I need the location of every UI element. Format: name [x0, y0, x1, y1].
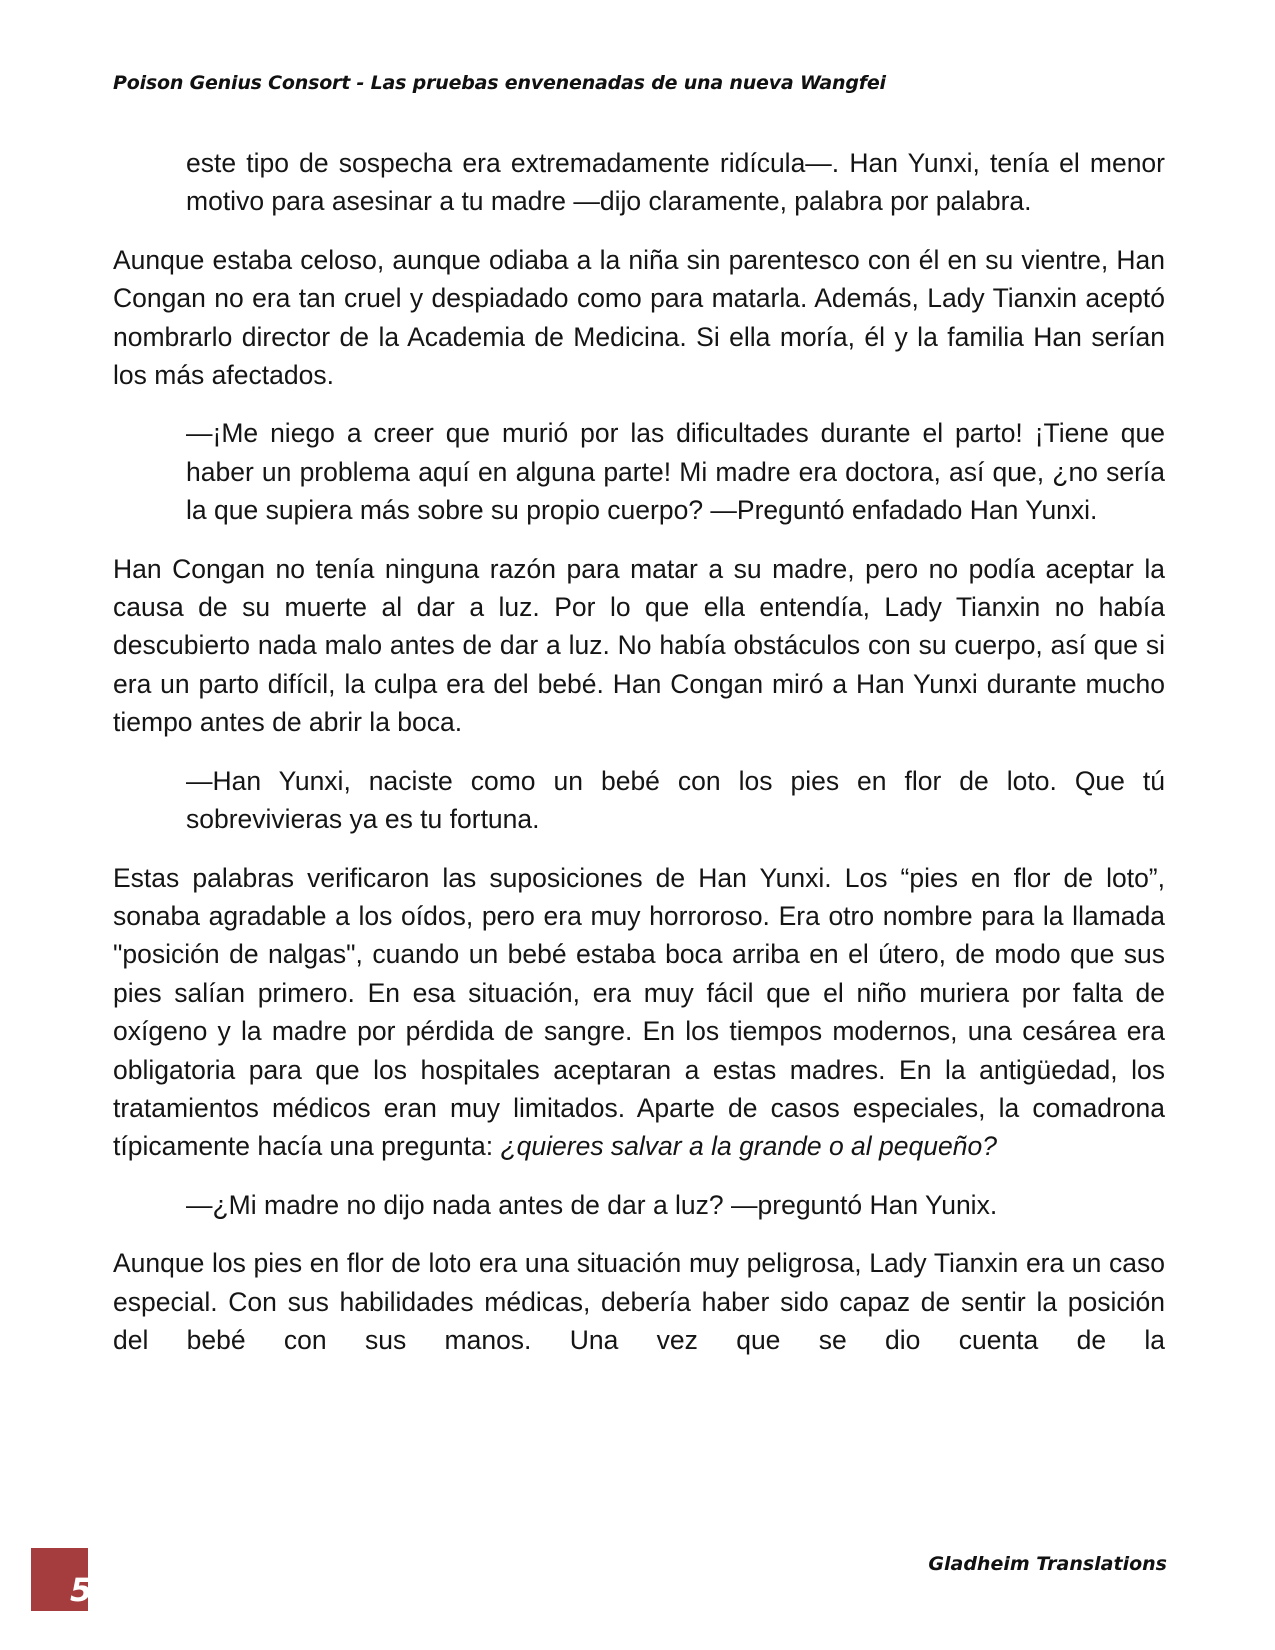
page-number-underline: [31, 1611, 88, 1614]
paragraph-dialog-1: este tipo de sospecha era extremadamente ridícula—. Han Yunxi, tenía el menor motivo para asesinar a tu madre —dijo claramente, palabra por palabra.: [186, 148, 1165, 217]
paragraph-narration-2: Han Congan no tenía ninguna razón para matar a su madre, pero no podía aceptar la causa de su muerte al dar a luz. Por lo que ella entendía, Lady Tianxin no había descubierto nada malo antes de dar a luz. No había obstáculos con su cuerpo, así que si era un parto difícil, la culpa era del bebé. Han Congan miró a Han Yunxi durante mucho tiempo antes de abrir la boca.: [113, 553, 1165, 738]
paragraph-dialog-3: —Han Yunxi, naciste como un bebé con los pies en flor de loto. Que tú sobrevivieras ya es tu fortuna.: [186, 765, 1165, 835]
page-number: 5: [70, 1571, 93, 1609]
italic-question: ¿quieres salvar a la grande o al pequeño?: [500, 1131, 997, 1162]
paragraph-narration-3-text: Estas palabras verificaron las suposiciones de Han Yunxi. Los “pies en flor de loto”, sonaba agradable a los oídos, pero era muy horroroso. Era otro nombre para la llamada "posición de nalgas", cuando un bebé estaba boca arriba en el útero, de modo que sus pies salían primero. En esa situación, era muy fácil que el niño muriera por falta de oxígeno y la madre por pérdida de sangre. En los tiempos modernos, una cesárea era obligatoria para que los hospitales aceptaran a estas madres. En la antigüedad, los tratamientos médicos eran muy limitados. Aparte de casos especiales, la comadrona típicamente hacía una pregunta:: [113, 862, 1165, 1162]
paragraph-narration-3: [113, 859, 1165, 1166]
footer-credit: Gladheim Translations: [928, 1553, 1167, 1575]
paragraph-dialog-4: —¿Mi madre no dijo nada antes de dar a luz? —preguntó Han Yunix.: [186, 1189, 998, 1220]
paragraph-dialog-2: —¡Me niego a creer que murió por las dificultades durante el parto! ¡Tiene que haber un problema aquí en alguna parte! Mi madre era doctora, así que, ¿no sería la que supiera más sobre su propio cuerpo? —Preguntó enfadado Han Yunxi.: [186, 418, 1165, 526]
paragraph-narration-4: Aunque los pies en flor de loto era una situación muy peligrosa, Lady Tianxin era un caso especial. Con sus habilidades médicas, debería haber sido capaz de sentir la posición del bebé con sus manos. Una vez que se dio cuenta de la: [113, 1248, 1165, 1355]
paragraph-narration-1: Aunque estaba celoso, aunque odiaba a la niña sin parentesco con él en su vientre, Han Congan no era tan cruel y despiadado como para matarla. Además, Lady Tianxin aceptó nombrarlo director de la Academia de Medicina. Si ella moría, él y la familia Han serían los más afectados.: [113, 244, 1165, 391]
running-header: Poison Genius Consort - Las pruebas envenenadas de una nueva Wangfei: [113, 72, 886, 94]
page-body: [113, 144, 1165, 1379]
